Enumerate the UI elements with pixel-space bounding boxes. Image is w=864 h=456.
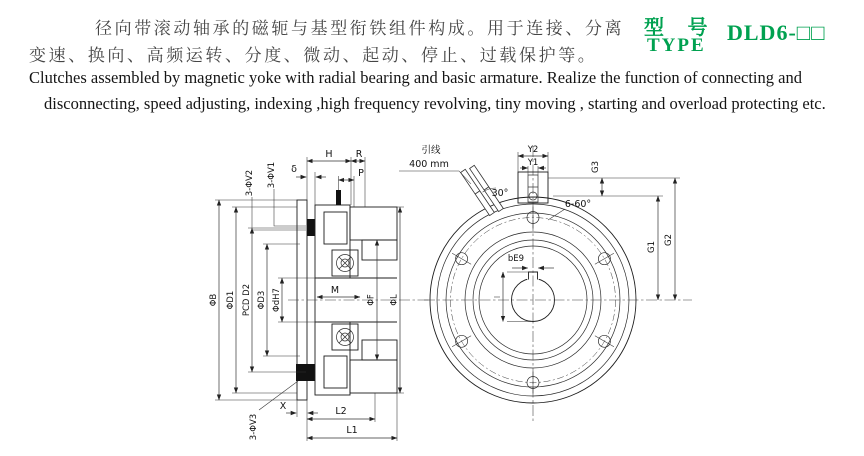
dim-phi-f-label: ΦF	[366, 294, 377, 306]
dim-phi-b-label: ΦB	[209, 293, 219, 307]
dim-l2-label: L2	[335, 406, 347, 417]
dim-delta-label: δ	[291, 164, 297, 175]
dim-r-label: R	[355, 149, 363, 160]
intro-english-line2: disconnecting, speed adjusting, indexing ,high frequency revolving, tiny moving , starting and overload protecting etc.	[44, 94, 826, 113]
coil-section-top	[324, 212, 347, 244]
side-view-section	[209, 149, 430, 441]
dim-l1-label: L1	[346, 425, 358, 436]
dim-m-label: M	[330, 285, 340, 296]
model-number: DLD6-□□	[727, 20, 826, 45]
dim-y2-label: Y2	[527, 145, 539, 155]
dim-g2-label: G2	[664, 234, 674, 246]
wire-angle-label: 30°	[491, 188, 509, 199]
dim-pcd-d2-label: PCD D2	[242, 283, 252, 317]
intro-chinese-line2: 变速、换向、高频运转、分度、微动、起动、停止、过载保护等。	[29, 46, 598, 65]
front-view	[399, 144, 692, 422]
dim-g3-label: G3	[591, 161, 601, 173]
dim-v3-label: 3-ΦV3	[249, 413, 259, 441]
friction-pad-top	[307, 219, 315, 236]
dim-keyway-label: bE9	[507, 254, 525, 264]
bearing-top	[332, 250, 358, 276]
type-label-english: TYPE	[647, 35, 706, 56]
intro-chinese-line1: 径向带滚动轴承的磁轭与基型衔铁组件构成。用于连接、分离	[95, 19, 625, 38]
type-label-chinese: 型 号	[644, 17, 717, 39]
dim-phi-l-label: ΦL	[389, 294, 400, 306]
intro-english-line1: Clutches assembled by magnetic yoke with radial bearing and basic armature. Realize the function of connecting and	[29, 68, 802, 87]
holes-callout-label: 6-60°	[564, 199, 592, 210]
dim-v1-label: 3-ΦV1	[267, 161, 277, 189]
terminal-pin	[336, 190, 341, 205]
dim-v2-label: 3-ΦV2	[245, 169, 255, 197]
dim-phi-d3-label: ΦD3	[257, 290, 267, 310]
dim-p-label: P	[358, 168, 364, 179]
friction-pad-bottom	[296, 364, 315, 381]
lead-wire-label: 引线	[421, 145, 441, 156]
bearing-bottom	[332, 324, 358, 350]
dim-x-label: X	[279, 401, 287, 412]
dim-y1-label: Y1	[527, 158, 539, 168]
dim-phi-d1-label: ΦD1	[226, 290, 236, 310]
lead-length-label: 400 mm	[409, 159, 449, 170]
dim-phi-d-label: ΦdH7	[272, 288, 282, 312]
coil-section-bottom	[324, 356, 347, 388]
dim-g1-label: G1	[647, 241, 657, 253]
dim-h-label: H	[325, 149, 333, 160]
